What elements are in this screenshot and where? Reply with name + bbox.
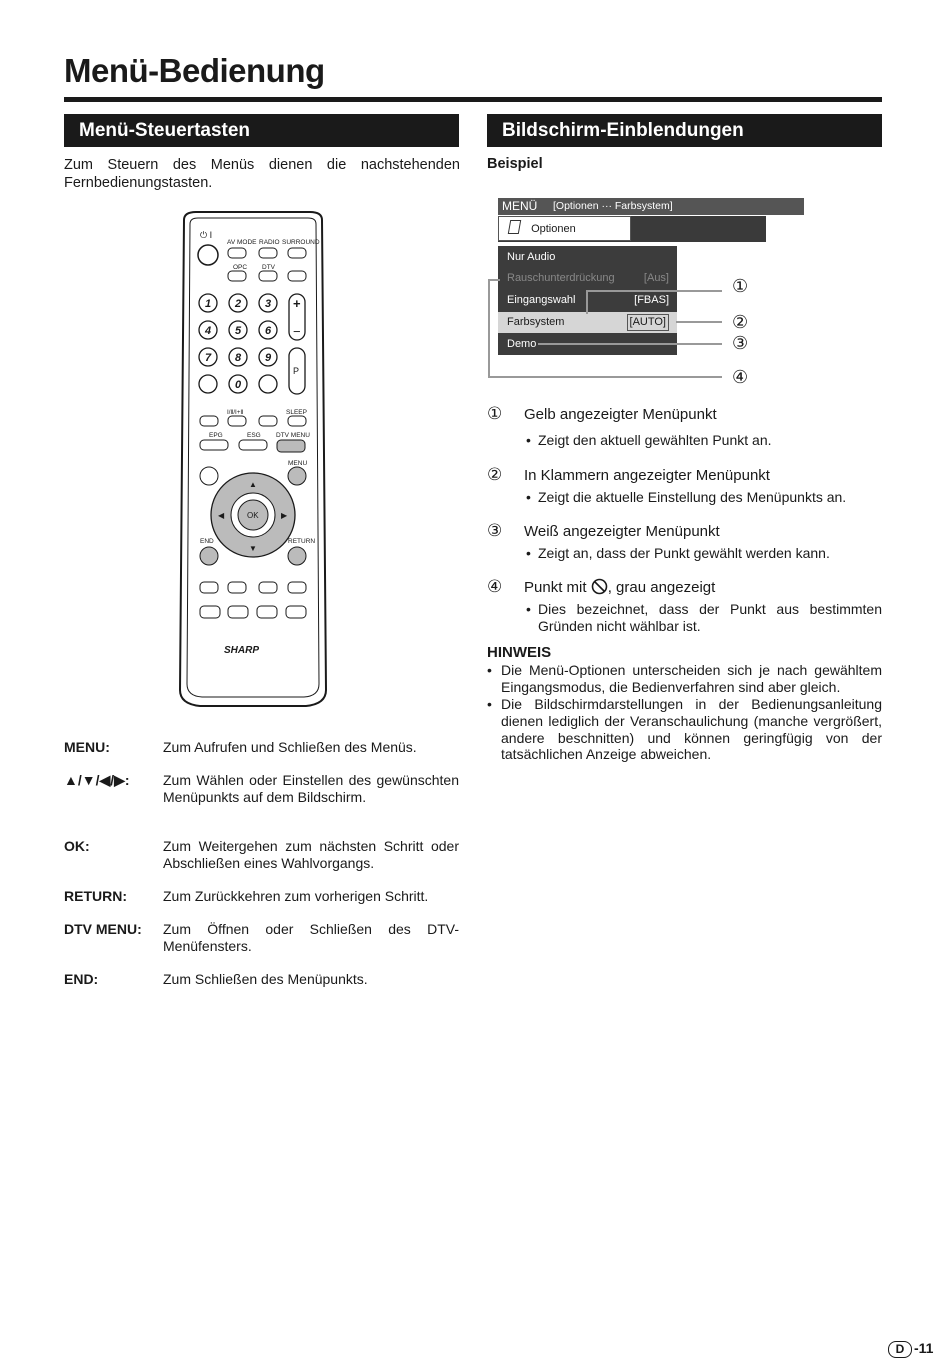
intro-text: Zum Steuern des Menüs dienen die nachstehenden Fernbedienungstasten.: [64, 157, 460, 191]
svg-text:+: +: [293, 296, 301, 311]
title-rule: [64, 97, 882, 102]
function-button-3[interactable]: [259, 582, 277, 593]
explanation-3-detail: • Zeigt an, dass der Punkt gewählt werden kann.: [526, 545, 830, 561]
callout-line-3: [538, 343, 722, 345]
prohibited-icon: [591, 578, 608, 595]
menu-button[interactable]: [288, 467, 306, 485]
digit-label: 8: [234, 352, 242, 364]
teletext-mode-button[interactable]: [200, 467, 218, 485]
note-item-1: • Die Menü-Optionen unterscheiden sich je nach gewähltem Eingangsmodus, die Bedienverfahren sind aber gleich.: [487, 662, 882, 695]
def-term-menu: MENU:: [64, 739, 110, 755]
menu-label: MENU: [288, 460, 308, 467]
osd-item-label: Farbsystem: [507, 316, 565, 328]
surround-label: SURROUND: [282, 239, 320, 246]
callout-number-1: ①: [732, 276, 749, 296]
osd-item-nur-audio[interactable]: [498, 247, 677, 268]
def-desc-return: Zum Zurückkehren zum vorherigen Schritt.: [163, 888, 429, 904]
dtv-menu-label: DTV MENU: [276, 432, 310, 439]
def-desc-menu: Zum Aufrufen und Schließen des Menüs.: [163, 739, 417, 755]
esg-label: ESG: [247, 432, 261, 439]
prev-channel-button[interactable]: [199, 375, 217, 393]
def-desc-dtv-menu: Zum Öffnen oder Schließen des DTV-Menüfensters.: [163, 921, 459, 954]
function-button-1[interactable]: [200, 582, 218, 593]
explanation-4-title: [487, 577, 715, 597]
p-label: P: [293, 366, 300, 376]
osd-item-rauschunterdrueckung: [498, 268, 677, 289]
osd-menu-label: MENÜ: [502, 199, 538, 213]
callout-line-2: [676, 321, 722, 323]
info-button[interactable]: [259, 416, 277, 426]
power-button[interactable]: [198, 245, 218, 265]
return-label: RETURN: [288, 538, 316, 545]
explanation-title-text: Punkt mit: [524, 579, 587, 596]
def-desc-arrows: Zum Wählen oder Einstellen des gewünschten Menüpunkts auf dem Bildschirm.: [163, 772, 459, 805]
digit-label: 3: [264, 298, 272, 310]
explanation-number: ③: [487, 521, 503, 540]
explanation-detail-text: Dies bezeichnet, dass der Punkt aus bestimmten Gründen nicht wählbar ist.: [538, 601, 882, 634]
osd-tab-optionen[interactable]: [498, 216, 631, 241]
explanation-title-text-after: , grau angezeigt: [607, 579, 716, 596]
def-term-ok: OK:: [64, 838, 90, 854]
function-button-4[interactable]: [288, 582, 306, 593]
digit-label: 9: [264, 352, 272, 364]
digit-label: 4: [204, 325, 212, 337]
def-term-return: RETURN:: [64, 888, 127, 904]
def-term-arrows: ▲/▼/◀/▶:: [64, 772, 130, 788]
explanation-4-detail: • Dies bezeichnet, dass der Punkt aus bestimmten Gründen nicht wählbar ist.: [526, 601, 882, 634]
av-mode-button[interactable]: [228, 248, 246, 258]
section-heading-menu-keys: Menü-Steuertasten: [64, 114, 459, 147]
note-item-2: • Die Bildschirmdarstellungen in der Bedienungsanleitung dienen lediglich der Veranschaulichung (manche vergrößert, andere beschnitten) und können geringfügig von der tatsächlichen Anzeige abweichen.: [487, 696, 882, 763]
dual-label: Ⅰ/Ⅱ/Ⅰ+Ⅱ: [227, 410, 244, 416]
callout-line-4: [488, 376, 722, 378]
def-desc-ok: Zum Weitergehen zum nächsten Schritt oder Abschließen eines Wahlvorgangs.: [163, 838, 459, 871]
up-arrow-icon[interactable]: ▲: [249, 480, 257, 489]
osd-item-label: Nur Audio: [507, 251, 556, 263]
dtv-menu-button[interactable]: [277, 440, 305, 452]
osd-item-label: Demo: [507, 338, 537, 350]
radio-button[interactable]: [259, 248, 277, 258]
note-heading: HINWEIS: [487, 644, 552, 661]
explanation-detail-text: Zeigt den aktuell gewählten Punkt an.: [538, 432, 772, 448]
osd-tab-label: Optionen: [531, 223, 576, 235]
sleep-label: SLEEP: [286, 409, 307, 416]
note-text: Die Bildschirmdarstellungen in der Bedienungsanleitung dienen lediglich der Veranschaulichung (manche vergrößert, andere beschnitten) und können geringfügig von der tatsächlichen Anzeige abweichen.: [501, 696, 882, 763]
explanation-title-text: In Klammern angezeigter Menüpunkt: [524, 467, 770, 484]
page-number-separator: -: [914, 1340, 919, 1356]
osd-item-label: Rauschunterdrückung: [507, 272, 615, 284]
page-icon: [508, 220, 521, 234]
callout-line-1-drop: [586, 290, 588, 314]
def-term-dtv-menu: DTV MENU:: [64, 921, 142, 937]
digit-label: 2: [234, 298, 242, 310]
epg-label: EPG: [209, 432, 223, 439]
down-arrow-icon[interactable]: ▼: [249, 544, 257, 553]
example-label: Beispiel: [487, 156, 543, 172]
osd-item-value: [FBAS]: [634, 294, 669, 306]
return-button[interactable]: [288, 547, 306, 565]
callout-number-3: ③: [732, 333, 749, 353]
color-button-blue[interactable]: [286, 606, 306, 618]
explanation-title-text: Gelb angezeigter Menüpunkt: [524, 406, 717, 423]
sleep-button[interactable]: [288, 416, 306, 426]
explanation-1-title: [487, 404, 717, 424]
explanation-number: ②: [487, 465, 503, 484]
explanation-2-detail: • Zeigt die aktuelle Einstellung des Menüpunkts an.: [526, 489, 847, 505]
radio-label: RADIO: [259, 239, 280, 246]
left-arrow-icon[interactable]: ◀: [218, 511, 225, 520]
digit-label: 7: [204, 352, 212, 364]
epg-button[interactable]: [200, 440, 228, 450]
dtv-label: DTV: [262, 264, 275, 271]
explanation-2-title: [487, 465, 770, 485]
explanation-number: ①: [487, 404, 503, 423]
note-text: Die Menü-Optionen unterscheiden sich je nach gewähltem Eingangsmodus, die Bedienverfahren sind aber gleich.: [501, 662, 882, 695]
opc-label: OPC: [233, 264, 248, 271]
osd-item-value: [AUTO]: [627, 314, 669, 331]
input-button[interactable]: [259, 375, 277, 393]
callout-number-2: ②: [732, 312, 749, 332]
color-button-green[interactable]: [228, 606, 248, 618]
dtv-button[interactable]: [259, 271, 277, 281]
def-term-end: END:: [64, 971, 99, 987]
explanation-1-detail: • Zeigt den aktuell gewählten Punkt an.: [526, 432, 772, 448]
def-desc-end: Zum Schließen des Menüpunkts.: [163, 971, 368, 987]
digit-label: 0: [234, 379, 242, 391]
callout-line-4-vertical: [488, 279, 490, 377]
surround-button[interactable]: [288, 248, 306, 258]
end-button[interactable]: [200, 547, 218, 565]
explanation-detail-text: Zeigt die aktuelle Einstellung des Menüpunkts an.: [538, 489, 847, 505]
mute-button[interactable]: [288, 271, 306, 281]
color-button-red[interactable]: [200, 606, 220, 618]
osd-item-value: [Aus]: [643, 272, 669, 284]
brand-logo: SHARP: [224, 645, 260, 656]
digit-label: 6: [264, 325, 272, 337]
function-button-2[interactable]: [228, 582, 246, 593]
callout-line-1: [586, 290, 722, 292]
explanation-detail-text: Zeigt an, dass der Punkt gewählt werden kann.: [538, 545, 830, 561]
callout-number-4: ④: [732, 367, 749, 387]
color-button-yellow[interactable]: [257, 606, 277, 618]
end-label: END: [200, 538, 214, 545]
page-number-value: 11: [918, 1340, 934, 1356]
section-heading-onscreen: Bildschirm-Einblendungen: [487, 114, 882, 147]
opc-button[interactable]: [228, 271, 246, 281]
remote-control-illustration: [176, 210, 330, 710]
digit-label: 5: [234, 325, 242, 337]
explanation-title-text: Weiß angezeigter Menüpunkt: [524, 523, 720, 540]
osd-path: [Optionen ··· Farbsystem]: [553, 200, 673, 212]
page-title: Menü-Bedienung: [64, 52, 325, 89]
explanation-number: ④: [487, 577, 503, 596]
osd-header: [498, 198, 804, 215]
svg-text:−: −: [293, 324, 301, 339]
callout-line-4-top: [488, 279, 500, 281]
teletext-button[interactable]: [200, 416, 218, 426]
osd-tab-row: [498, 216, 766, 242]
dual-button[interactable]: [228, 416, 246, 426]
av-mode-label: AV MODE: [227, 239, 257, 246]
digit-label: 1: [204, 298, 212, 310]
ok-label: OK: [247, 511, 259, 520]
language-badge: D: [888, 1341, 912, 1358]
explanation-3-title: [487, 521, 720, 541]
osd-item-farbsystem[interactable]: [498, 312, 677, 333]
right-arrow-icon[interactable]: ▶: [281, 511, 288, 520]
esg-button[interactable]: [239, 440, 267, 450]
power-label: ⏻ I: [200, 230, 213, 240]
page-number: [888, 1340, 933, 1358]
osd-item-label: Eingangswahl: [507, 294, 576, 306]
